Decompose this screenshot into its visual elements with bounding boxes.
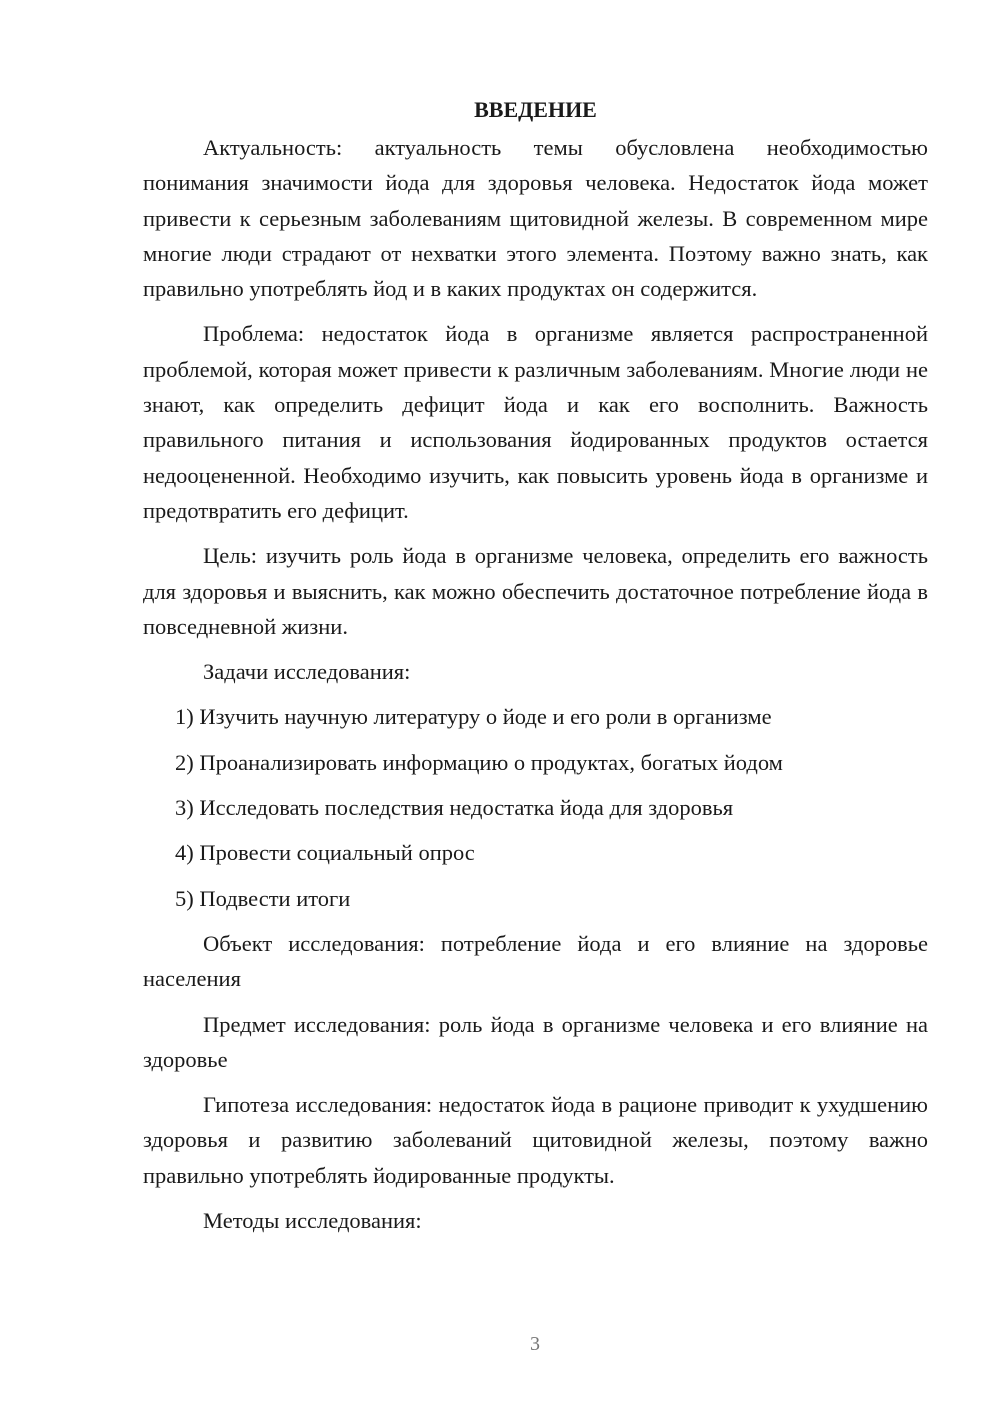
goal-paragraph: Цель: изучить роль йода в организме человека, определить его важность для здоровья и выяснить, как можно обеспечить достаточное потребление йода в повседневной жизни.	[143, 543, 928, 639]
list-item: 2) Проанализировать информацию о продуктах, богатых йодом	[175, 749, 783, 775]
problem-paragraph: Проблема: недостаток йода в организме является распространенной проблемой, которая может привести к различным заболеваниям. Многие люди не знают, как определить дефицит йода и как его восполнить. Важность правильного питания и использования йодированных продуктов остается недооцененной. Необходимо изучить, как повысить уровень йода в организме и предотвратить его дефицит.	[143, 321, 928, 523]
tasks-label: Задачи исследования:	[203, 659, 411, 685]
list-item: 4) Провести социальный опрос	[175, 840, 475, 866]
relevance-paragraph: Актуальность: актуальность темы обусловлена необходимостью понимания значимости йода для здоровья человека. Недостаток йода может привести к серьезным заболеваниям щитовидной железы. В современном мире многие люди страдают от нехватки этого элемента. Поэтому важно знать, как правильно употреблять йод и в каких продуктах он содержится.	[143, 135, 928, 302]
object-paragraph: Объект исследования: потребление йода и его влияние на здоровье населения	[143, 930, 928, 992]
subject-paragraph: Предмет исследования: роль йода в организме человека и его влияние на здоровье	[143, 1011, 928, 1072]
page-number: 3	[530, 1333, 540, 1355]
list-item: 5) Подвести итоги	[175, 885, 351, 911]
list-item: 3) Исследовать последствия недостатка йода для здоровья	[175, 795, 734, 821]
methods-label: Методы исследования:	[203, 1208, 422, 1234]
list-item: 1) Изучить научную литературу о йоде и его роли в организме	[175, 704, 772, 730]
hypothesis-paragraph: Гипотеза исследования: недостаток йода в рационе приводит к ухудшению здоровья и развитию заболеваний щитовидной железы, поэтому важно правильно употреблять йодированные продукты.	[143, 1092, 928, 1188]
page-title: ВВЕДЕНИЕ	[474, 97, 597, 122]
document-page	[143, 92, 928, 1248]
tasks-list	[143, 699, 928, 915]
